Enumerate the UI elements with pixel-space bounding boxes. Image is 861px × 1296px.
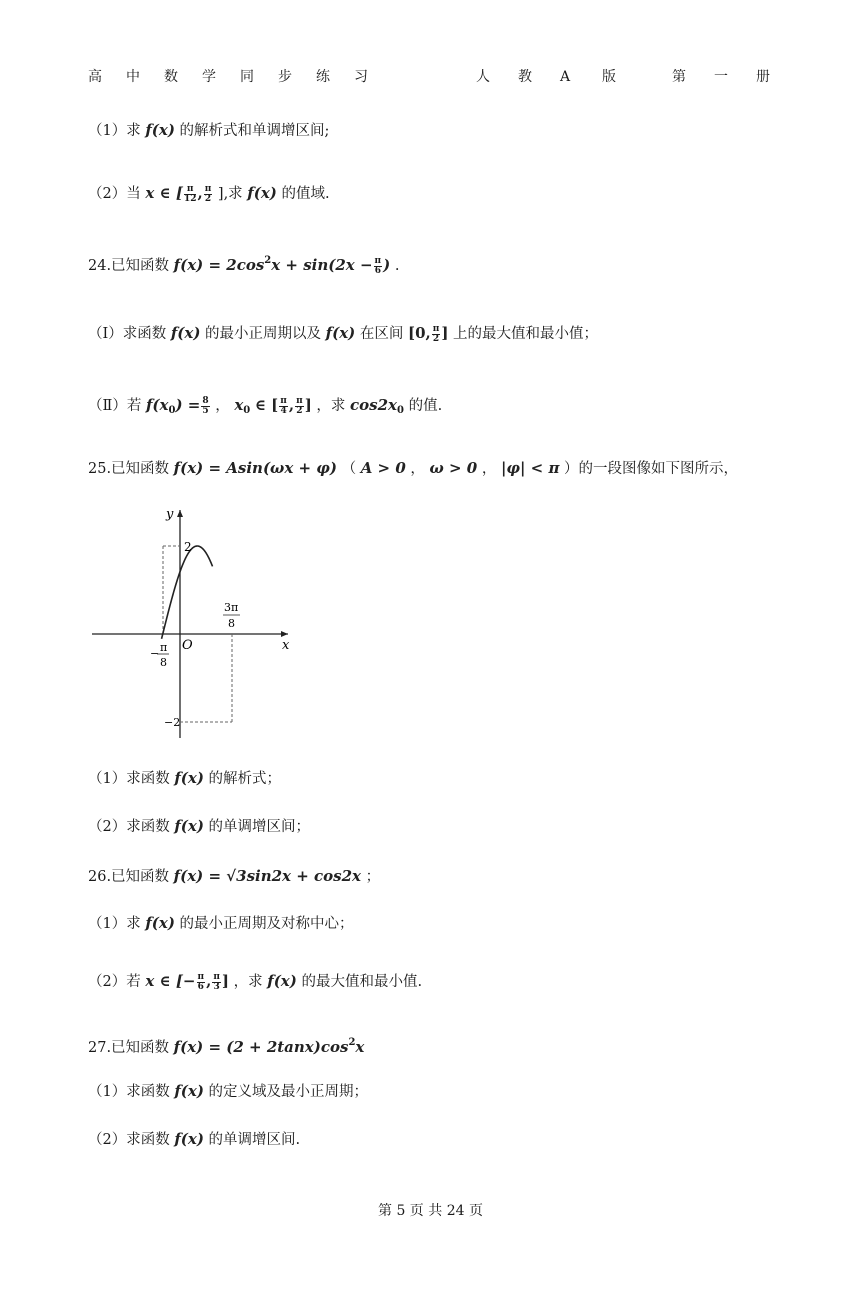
q24-part1-label: （Ⅰ）求函数 [88,326,167,342]
header-char: 册 [756,69,770,85]
math-sub0: 0 [168,405,176,416]
fraction-pi-12 [184,185,197,204]
q25-stem [88,457,738,480]
header-char: 同 [240,69,254,85]
frac-num: π [296,395,303,406]
q25-number: 25.已知函数 [88,461,170,477]
q23-part1-text: 的解析式和单调增区间; [179,123,330,139]
frac-num: π [184,185,197,195]
frac-num: π [374,255,382,266]
math-fx: f(x) [174,769,204,787]
math-fx: f(x) [170,324,201,342]
q27-part1-label: （1）求函数 [88,1084,170,1100]
q23-part2: （2）当 x ∈ [ $\frac{\pi}{12}$ , $\frac{\pi}{2}$ ],求 f(x) 的值域. [88,183,330,204]
math-a-gt: A > 0 [360,459,406,477]
min-label: −2 [164,716,181,729]
math-rbr: ] [221,972,230,990]
math-phi-lt: |φ| < π [500,459,560,477]
math-fx: f(x) [325,324,356,342]
q24-part1-text2: 在区间 [359,326,404,342]
x-label: x [282,638,290,653]
math-fx: f(x) [174,1130,204,1148]
q24-stem [88,250,399,277]
math-x: x [355,1038,365,1056]
fraction-pi-3 [212,973,221,992]
fraction-pi-4 [279,397,288,416]
x2-den: 8 [228,617,235,630]
y-label: y [166,507,174,522]
comma: ， [410,461,425,477]
q25-part1-text: 的解析式； [208,771,282,787]
q23-part2-text2: 的值域. [281,186,330,202]
q24-part1-text: 的最小正周期以及 [205,326,322,342]
q25-part2-label: （2）求函数 [88,819,170,835]
math-q24-rest: x + sin(2x − [271,256,373,274]
frac-den: 12 [183,193,197,204]
fraction-8-5 [201,397,209,416]
page-header-edition [476,66,644,86]
page-header [88,66,392,86]
max-label: 2 [184,540,192,554]
q27-part2-label: （2）求函数 [88,1132,170,1148]
frac-den: 5 [202,405,209,416]
header-char: 高 [88,69,102,85]
frac-den: 3 [213,981,220,992]
frac-num: π [280,395,287,406]
math-cos2x: cos2x [350,396,397,414]
q26-stem [88,865,380,888]
q25-part1-label: （1）求函数 [88,771,170,787]
q26-part2-text2: 的最大值和最小值. [301,974,423,990]
math-x-in: x ∈ [− [145,972,196,990]
x-axis-arrow [281,631,288,637]
math-q27-fx: f(x) = (2 + 2tanx)cos [173,1038,349,1056]
q26-part1-text: 的最小正周期及对称中心； [179,916,354,932]
q27-part1 [88,1080,368,1103]
x1-sign: − [150,647,160,660]
q26-part2: （2）若 x ∈ [− $\frac{\pi}{6}$ , $\frac{\pi}{3}$ ] ，求 f(x) 的最大值和最小值. [88,971,423,992]
fraction-pi-2 [295,397,304,416]
math-w-gt: ω > 0 [429,459,478,477]
math-square: 2 [264,255,272,266]
q27-part2 [88,1128,300,1151]
q24-part2-text: ，求 [316,398,346,414]
q27-stem [88,1032,364,1059]
sine-graph [88,500,308,745]
q27-part2-text: 的单调增区间. [208,1132,301,1148]
header-char: 步 [278,69,292,85]
math-q25-fx: f(x) = Asin(ωx + φ) [173,459,337,477]
math-fx: f(x) [145,914,175,932]
frac-num: π [432,323,440,334]
q23-part2-text: ],求 [217,186,243,202]
header-char: 一 [714,69,728,85]
header-char: 学 [202,69,216,85]
frac-num: π [197,971,205,982]
math-fx: f(x) [145,121,175,139]
q26-part1-label: （1）求 [88,916,141,932]
header-char: 版 [602,69,616,85]
fraction-pi-2 [432,325,441,344]
header-char: 教 [518,69,532,85]
header-char: 习 [354,69,368,85]
q24-number: 24.已知函数 [88,258,170,274]
math-eq: ) = [175,396,201,414]
header-char: 第 [672,69,686,85]
math-fx: f(x) [267,972,297,990]
comma: ， [481,461,497,477]
frac-den: 2 [204,193,212,204]
y-axis-arrow [177,510,183,517]
q25-part2 [88,815,310,838]
q24-part2-label: （Ⅱ）若 [88,398,142,414]
math-q24-fx: f(x) = 2cos [173,256,265,274]
q27-part1-text: 的定义域及最小正周期； [208,1084,369,1100]
math-in: ∈ [ [254,396,279,414]
fraction-pi-2 [204,185,213,204]
math-sub0: 0 [397,405,404,416]
q24-period: . [394,258,400,274]
math-x-in: x ∈ [ [145,184,183,202]
header-char: 数 [164,69,178,85]
header-char: 中 [126,69,140,85]
math-x0: x [234,396,244,414]
math-fx: f(x) [174,1082,204,1100]
q26-part2-label: （2）若 [88,974,141,990]
lparen: （ [341,461,357,477]
frac-num: 8 [202,395,209,406]
q24-part1-text3: 上的最大值和最小值； [453,326,599,342]
page-header-volume [672,66,776,86]
comma: ， [215,398,230,414]
math-rparen: ) [383,256,391,274]
q23-part2-label: （2）当 [88,186,141,202]
frac-num: π [213,971,220,982]
fraction-pi-6 [374,257,383,276]
math-square: 2 [348,1037,356,1048]
q23-part1-label: （1）求 [88,123,141,139]
fraction-pi-6 [197,973,206,992]
q25-part2-text: 的单调增区间； [208,819,311,835]
sine-curve [162,546,213,639]
q23-part1 [88,119,329,142]
q26-part2-text: ，求 [233,974,263,990]
q24-part2-text2: 的值. [408,398,443,414]
q24-part2: （Ⅱ）若 $f(x_0)$ = $\frac{8}{5}$ ， $x_0$ ∈ [ $\frac{\pi}{4}$ , $\frac{\pi}{2}$ ] ，求 $\cos 2x_0$ 的值. [88,395,443,416]
math-q26-fx: f(x) = √3sin2x + cos2x [173,867,361,885]
math-sub0: 0 [243,405,251,416]
math-fx0: f(x [145,396,169,414]
math-fx: f(x) [247,184,277,202]
semicolon: ； [365,869,381,885]
q27-number: 27.已知函数 [88,1040,170,1056]
header-char: A [560,69,571,85]
frac-den: 4 [280,405,287,416]
header-char: 练 [316,69,330,85]
header-char: 人 [476,69,490,85]
q25-stem-text: ）的一段图像如下图所示， [564,461,739,477]
q26-part1 [88,912,354,935]
math-fx: f(x) [174,817,204,835]
q25-part1 [88,767,281,790]
frac-den: 6 [374,265,381,276]
page-footer: 第 5 页 共 24 页 [378,1203,483,1219]
q24-part1 [88,322,598,345]
origin-label: O [182,638,193,653]
math-interval: [0, [407,324,431,342]
frac-den: 2 [296,405,303,416]
math-rbr: ] [304,396,312,414]
x2-num: 3π [224,601,239,614]
frac-num: π [204,183,212,194]
q26-number: 26.已知函数 [88,869,170,885]
x1-den: 8 [160,656,167,669]
frac-den: 2 [432,333,440,344]
x1-num: π [160,641,168,654]
math-rbr: ] [441,324,449,342]
frac-den: 6 [197,981,204,992]
